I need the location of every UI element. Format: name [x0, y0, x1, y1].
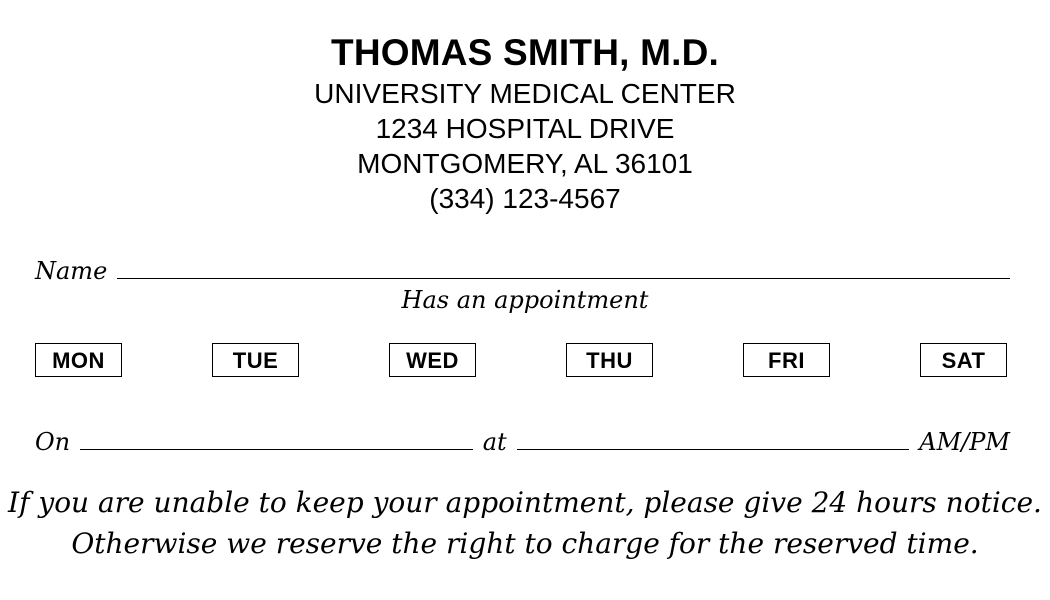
name-blank-line — [117, 278, 1010, 279]
day-box-sat: SAT — [920, 343, 1007, 377]
name-label: Name — [35, 257, 108, 285]
day-box-fri: FRI — [743, 343, 830, 377]
appointment-label: Has an appointment — [401, 286, 649, 314]
doctor-name: THOMAS SMITH, M.D. — [331, 32, 719, 73]
day-box-thu: THU — [566, 343, 653, 377]
city-state-zip: MONTGOMERY, AL 36101 — [357, 148, 693, 179]
notice-line-2: Otherwise we reserve the right to charge for the reserved time. — [71, 527, 979, 560]
day-box-mon: MON — [35, 343, 122, 377]
street-address: 1234 HOSPITAL DRIVE — [375, 113, 675, 144]
ampm-label: AM/PM — [919, 428, 1010, 456]
notice-line-1: If you are unable to keep your appointment, please give 24 hours notice. — [8, 486, 1042, 519]
at-label: at — [482, 428, 507, 456]
time-blank-line — [517, 449, 910, 450]
date-time-row — [35, 426, 1010, 458]
institution-name: UNIVERSITY MEDICAL CENTER — [314, 78, 736, 109]
name-row — [35, 255, 1010, 287]
on-label: On — [35, 428, 71, 456]
practice-header — [0, 30, 1050, 216]
phone-number: (334) 123-4567 — [429, 183, 621, 214]
day-box-tue: TUE — [212, 343, 299, 377]
day-box-wed: WED — [389, 343, 476, 377]
weekday-boxes — [35, 343, 1010, 381]
cancellation-notice — [0, 482, 1050, 564]
date-blank-line — [80, 449, 473, 450]
